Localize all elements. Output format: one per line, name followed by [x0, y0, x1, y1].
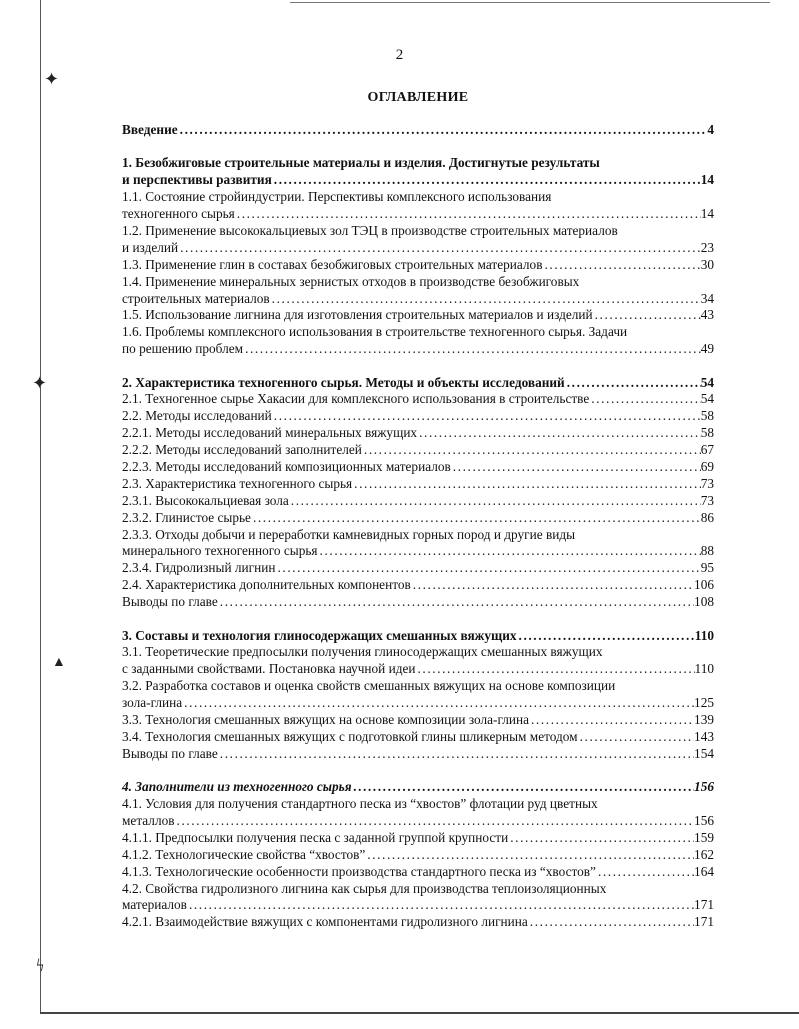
- toc-entry-text: строительных материалов: [122, 290, 270, 306]
- toc-entry-text: 2.1. Техногенное сырье Хакасии для комплексного использования в строительстве: [122, 391, 590, 407]
- toc-section-group: [122, 779, 714, 931]
- toc-entry[interactable]: [122, 391, 714, 408]
- toc-page-number: 164: [694, 863, 714, 879]
- toc-entry[interactable]: [122, 746, 714, 763]
- toc-entry-text: 2.2. Методы исследований: [122, 408, 272, 424]
- dot-leader: [270, 291, 701, 308]
- toc-entry-text: 4.2. Свойства гидролизного лигнина как сырья для производства теплоизоляционных: [122, 880, 607, 896]
- toc-page-number: 67: [700, 442, 714, 458]
- toc-page-number: 156: [694, 779, 714, 795]
- toc-section-group: [122, 155, 714, 358]
- toc-page-number: 106: [694, 577, 714, 593]
- dot-leader: [416, 661, 695, 678]
- toc-entry-text: 2. Характеристика техногенного сырья. Методы и объекты исследований: [122, 374, 565, 390]
- toc-entry[interactable]: [122, 122, 714, 139]
- scan-mark-icon: ▲: [52, 655, 66, 670]
- dot-leader: [596, 864, 694, 881]
- dot-leader: [187, 897, 694, 914]
- dot-leader: [529, 712, 694, 729]
- toc-entry-text: 2.3. Характеристика техногенного сырья: [122, 475, 353, 491]
- dot-leader: [593, 307, 701, 324]
- toc-entry-text: 3.2. Разработка составов и оценка свойств смешанных вяжущих на основе композиции: [122, 678, 616, 694]
- scan-edge-left: [40, 0, 41, 1012]
- toc-page-number: 125: [694, 695, 714, 711]
- toc-entry-text: зола-глина: [122, 695, 183, 711]
- toc-entry[interactable]: [122, 510, 714, 527]
- dot-leader: [528, 914, 694, 931]
- toc-page-number: 139: [694, 712, 714, 727]
- dot-leader: [275, 560, 700, 577]
- toc-entry-text: Введение: [122, 122, 178, 137]
- toc-entry[interactable]: [122, 476, 714, 493]
- toc-entry[interactable]: [122, 442, 714, 459]
- toc-page-number: 171: [694, 914, 714, 930]
- toc-entry-text: и изделий: [122, 239, 179, 255]
- toc-entry[interactable]: [122, 628, 714, 645]
- toc-page-number: 73: [700, 475, 714, 491]
- page-number: 2: [395, 47, 404, 63]
- toc-page-number: 154: [694, 745, 714, 761]
- dot-leader: [289, 493, 701, 510]
- toc-page-number: 34: [700, 290, 714, 306]
- toc-entry[interactable]: [122, 257, 714, 274]
- toc-page-number: 110: [694, 627, 714, 643]
- toc-section-group: [122, 628, 714, 763]
- toc-entry-text: металлов: [122, 812, 175, 828]
- dot-leader: [352, 476, 701, 493]
- toc-entry[interactable]: [122, 459, 714, 476]
- toc-entry-text: 2.3.3. Отходы добычи и переработки камневидных горных пород и другие виды: [122, 526, 576, 542]
- toc-entry-text: 4.1. Условия для получения стандартного песка из “хвостов” флотации руд цветных: [122, 796, 598, 812]
- toc-entry[interactable]: [122, 274, 714, 308]
- toc-page-number: 86: [700, 509, 714, 525]
- toc-entry-text: 4.1.3. Технологические особенности производства стандартного песка из “хвостов”: [122, 863, 596, 879]
- toc-entry-text: 4. Заполнители из техногенного сырья: [122, 779, 352, 795]
- toc-entry-text: 4.1.1. Предпосылки получения песка с заданной группой крупности: [122, 829, 509, 845]
- toc-entry[interactable]: [122, 577, 714, 594]
- toc-entry[interactable]: [122, 425, 714, 442]
- toc-section-group: [122, 122, 714, 139]
- dot-leader: [542, 257, 700, 274]
- toc-entry-text: и перспективы развития: [122, 172, 272, 188]
- toc-entry-text: техногенного сырья: [122, 206, 235, 222]
- toc-entry[interactable]: [122, 594, 714, 611]
- dot-leader: [251, 510, 701, 527]
- toc-entry[interactable]: [122, 881, 714, 915]
- toc-entry-text: материалов: [122, 897, 187, 913]
- toc-page-number: 69: [700, 459, 714, 475]
- dot-leader: [272, 172, 701, 189]
- toc-entry[interactable]: [122, 678, 714, 712]
- dot-leader: [352, 779, 694, 796]
- dot-leader: [175, 813, 695, 830]
- dot-leader: [362, 442, 701, 459]
- toc-entry-text: Выводы по главе: [122, 594, 218, 610]
- dot-leader: [318, 543, 701, 560]
- toc-entry-text: 3.3. Технология смешанных вяжущих на основе композиции зола-глина: [122, 712, 529, 727]
- toc-entry-text: 1.5. Использование лигнина для изготовления строительных материалов и изделий: [122, 307, 593, 323]
- toc-page-number: 30: [700, 256, 714, 272]
- toc-page-number: 88: [700, 543, 714, 559]
- dot-leader: [365, 847, 694, 864]
- scan-mark-icon: ✦: [32, 373, 48, 393]
- dot-leader: [565, 375, 701, 392]
- toc-page-number: 95: [700, 560, 714, 576]
- toc-page-number: 54: [700, 391, 714, 407]
- toc-page-number: 171: [694, 897, 714, 913]
- dot-leader: [517, 628, 695, 645]
- dot-leader: [178, 122, 708, 139]
- toc-entry-text: 1. Безобжиговые строительные материалы и изделия. Достигнутые результаты: [122, 155, 600, 171]
- toc-entry-text: 1.2. Применение высококальциевых зол ТЭЦ в производстве строительных материалов: [122, 222, 618, 238]
- toc-title: ОГЛАВЛЕНИЕ: [367, 90, 469, 105]
- dot-leader: [178, 240, 701, 257]
- toc-entry-text: 3.4. Технология смешанных вяжущих с подготовкой глины шликерным методом: [122, 728, 578, 744]
- toc-entry[interactable]: [122, 307, 714, 324]
- toc-page-number: 58: [700, 425, 714, 441]
- toc-entry-text: 2.3.1. Высококальциевая зола: [122, 492, 289, 508]
- dot-leader: [451, 459, 701, 476]
- dot-leader: [508, 830, 694, 847]
- toc-entry[interactable]: [122, 847, 714, 864]
- toc-entry[interactable]: [122, 712, 714, 729]
- dot-leader: [235, 206, 701, 223]
- toc-entry[interactable]: [122, 189, 714, 223]
- toc-entry-text: 2.2.2. Методы исследований заполнителей: [122, 442, 362, 458]
- toc-entry[interactable]: [122, 223, 714, 257]
- toc-entry-text: 2.4. Характеристика дополнительных компонентов: [122, 577, 411, 593]
- toc-page-number: 110: [694, 661, 714, 677]
- toc-entry-text: 2.2.3. Методы исследований композиционных материалов: [122, 459, 451, 475]
- toc-entry[interactable]: [122, 864, 714, 881]
- scan-mark-icon: ✦: [44, 69, 60, 89]
- toc-page-number: 73: [700, 492, 714, 508]
- toc-entry-text: 3.1. Теоретические предпосылки получения глиносодержащих смешанных вяжущих: [122, 644, 603, 660]
- toc-entry-text: 4.2.1. Взаимодействие вяжущих с компонентами гидролизного лигнина: [122, 914, 528, 930]
- dot-leader: [417, 425, 701, 442]
- toc-entry[interactable]: [122, 729, 714, 746]
- toc-entry-text: минерального техногенного сырья: [122, 543, 318, 559]
- toc-entry[interactable]: [122, 560, 714, 577]
- toc-entry-text: с заданными свойствами. Постановка научной идеи: [122, 661, 416, 677]
- toc-entry[interactable]: [122, 830, 714, 847]
- toc-page-number: 143: [694, 728, 714, 744]
- toc-entry[interactable]: [122, 527, 714, 561]
- toc-entry-text: по решению проблем: [122, 341, 244, 357]
- dot-leader: [411, 577, 694, 594]
- dot-leader: [272, 408, 701, 425]
- table-of-contents: [122, 122, 714, 948]
- dot-leader: [243, 341, 701, 358]
- dot-leader: [218, 594, 694, 611]
- toc-page-number: 162: [694, 846, 714, 862]
- toc-page-number: 14: [700, 206, 714, 222]
- toc-entry-text: 1.1. Состояние стройиндустрии. Перспективы комплексного использования: [122, 189, 552, 205]
- toc-entry-text: 1.6. Проблемы комплексного использования в строительстве техногенного сырья. Задачи: [122, 324, 628, 340]
- toc-entry-text: Выводы по главе: [122, 745, 218, 761]
- toc-page-number: 54: [700, 374, 714, 390]
- toc-entry-text: 4.1.2. Технологические свойства “хвостов”: [122, 846, 366, 862]
- toc-page-number: 43: [700, 307, 714, 323]
- scan-edge-bottom: [40, 1012, 799, 1014]
- toc-page-number: 58: [700, 408, 714, 424]
- scan-edge-top: [290, 2, 770, 3]
- dot-leader: [218, 746, 694, 763]
- scan-mark-icon: ϟ: [36, 955, 45, 975]
- toc-entry[interactable]: [122, 375, 714, 392]
- toc-page-number: 156: [694, 812, 714, 828]
- toc-entry-text: 1.4. Применение минеральных зернистых отходов в производстве безобжиговых: [122, 273, 580, 289]
- toc-section-group: [122, 375, 714, 611]
- toc-page-number: 23: [700, 239, 714, 255]
- toc-entry-text: 1.3. Применение глин в составах безобжиговых строительных материалов: [122, 256, 543, 272]
- toc-entry[interactable]: [122, 324, 714, 358]
- toc-page-number: 4: [707, 122, 714, 137]
- toc-entry[interactable]: [122, 408, 714, 425]
- toc-entry[interactable]: [122, 644, 714, 678]
- toc-entry[interactable]: [122, 914, 714, 931]
- toc-entry[interactable]: [122, 493, 714, 510]
- toc-entry[interactable]: [122, 779, 714, 796]
- dot-leader: [578, 729, 694, 746]
- toc-entry[interactable]: [122, 155, 714, 189]
- toc-page-number: 159: [694, 829, 714, 845]
- toc-entry[interactable]: [122, 796, 714, 830]
- toc-page-number: 108: [694, 594, 714, 610]
- dot-leader: [589, 391, 700, 408]
- toc-entry-text: 2.3.2. Глинистое сырье: [122, 509, 251, 525]
- toc-entry-text: 2.2.1. Методы исследований минеральных вяжущих: [122, 425, 418, 441]
- dot-leader: [182, 695, 694, 712]
- toc-page-number: 49: [700, 341, 714, 357]
- toc-page-number: 14: [700, 172, 714, 188]
- toc-entry-text: 2.3.4. Гидролизный лигнин: [122, 560, 276, 576]
- toc-entry-text: 3. Составы и технология глиносодержащих смешанных вяжущих: [122, 627, 517, 643]
